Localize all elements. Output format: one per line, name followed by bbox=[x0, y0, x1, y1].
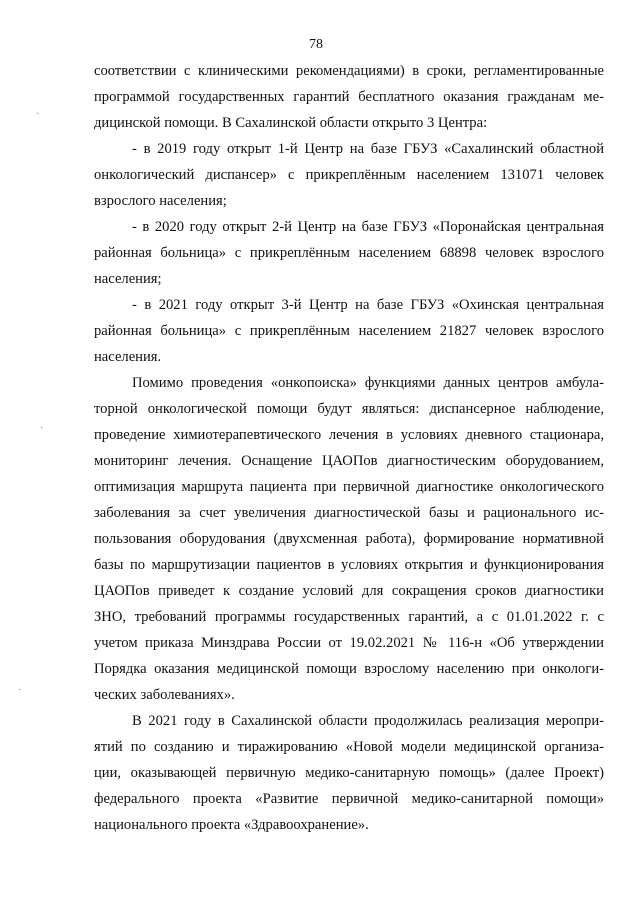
text-line: ЦАОПов приведет к создание условий для сокращения сроков диагностики bbox=[94, 583, 604, 599]
text-line: соответствии с клиническими рекомендациями) в сроки, регламентированные bbox=[94, 63, 604, 79]
text-line: национального проекта «Здравоохранение». bbox=[94, 817, 369, 833]
text-line: пользования оборудования (двухсменная работа), формирование нормативной bbox=[94, 531, 604, 547]
text-line: программой государственных гарантий бесплатного оказания гражданам ме- bbox=[94, 89, 604, 105]
text-line: населения. bbox=[94, 349, 162, 365]
list-item-line: - в 2019 году открыт 1-й Центр на базе ГБУЗ «Сахалинский областной bbox=[132, 141, 604, 157]
text-line: учетом приказа Минздрава России от 19.02.2021 № 116-н «Об утверждении bbox=[94, 635, 604, 651]
text-line: ятий по созданию и тиражированию «Новой модели медицинской организа- bbox=[94, 739, 604, 755]
paragraph-first-line: Помимо проведения «онкопоиска» функциями данных центров амбула- bbox=[132, 375, 604, 391]
paragraph-first-line: В 2021 году в Сахалинской области продолжилась реализация меропри- bbox=[132, 713, 604, 729]
scan-speck: · bbox=[40, 423, 44, 434]
text-line: районная больница» с прикреплённым населением 21827 человек взрослого bbox=[94, 323, 604, 339]
text-line: мониторинг лечения. Оснащение ЦАОПов диагностическим оборудованием, bbox=[94, 453, 604, 469]
scan-speck: · bbox=[18, 685, 22, 696]
text-line: оптимизация маршрута пациента при первичной диагностике онкологического bbox=[94, 479, 604, 495]
text-line: заболевания за счет увеличения диагностической базы и рационального ис- bbox=[94, 505, 604, 521]
text-line: проведение химиотерапевтического лечения в условиях дневного стационара, bbox=[94, 427, 604, 443]
text-line: ческих заболеваниях». bbox=[94, 687, 235, 703]
text-line: дицинской помощи. В Сахалинской области открыто 3 Центра: bbox=[94, 115, 488, 131]
text-line: населения; bbox=[94, 271, 162, 287]
text-line: федерального проекта «Развитие первичной медико-санитарной помощи» bbox=[94, 791, 604, 807]
text-line: онкологический диспансер» с прикреплённым населением 131071 человек bbox=[94, 167, 604, 183]
text-line: ции, оказывающей первичную медико-санитарную помощь» (далее Проект) bbox=[94, 765, 604, 781]
scan-speck: · bbox=[36, 109, 40, 120]
text-line: базы по маршрутизации пациентов в условиях открытия и функционирования bbox=[94, 557, 604, 573]
page-number: 78 bbox=[309, 37, 323, 52]
list-item-line: - в 2020 году открыт 2-й Центр на базе ГБУЗ «Поронайская центральная bbox=[132, 219, 604, 235]
text-line: Порядка оказания медицинской помощи взрослому населению при онкологи- bbox=[94, 661, 604, 677]
text-line: взрослого населения; bbox=[94, 193, 227, 209]
text-line: ЗНО, требований программы государственных гарантий, а с 01.01.2022 г. с bbox=[94, 609, 604, 625]
text-line: районная больница» с прикреплённым населением 68898 человек взрослого bbox=[94, 245, 604, 261]
list-item-line: - в 2021 году открыт 3-й Центр на базе ГБУЗ «Охинская центральная bbox=[132, 297, 604, 313]
text-line: торной онкологической помощи будут являться: диспансерное наблюдение, bbox=[94, 401, 604, 417]
